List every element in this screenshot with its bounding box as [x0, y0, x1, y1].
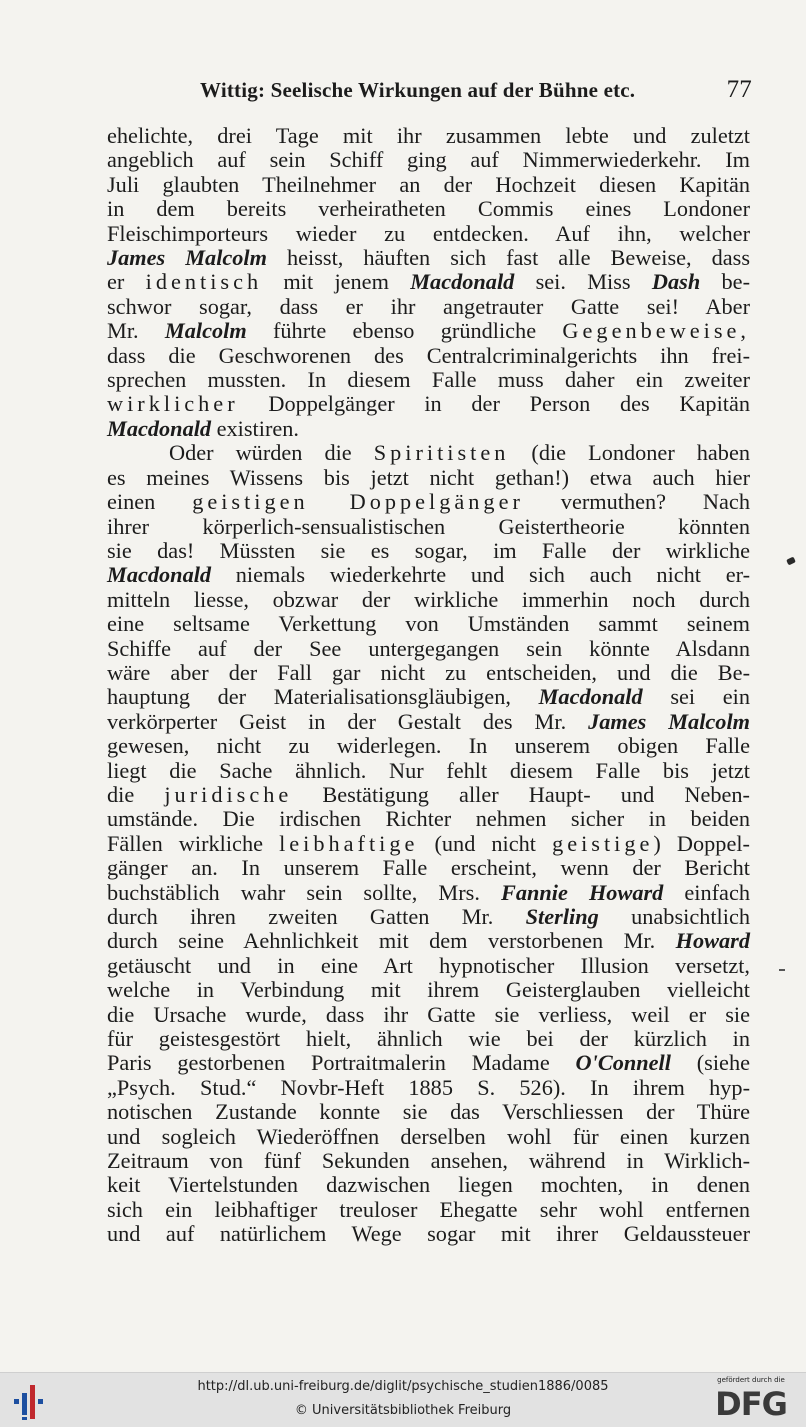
text-run: welche in Verbindung mit ihrem Geisterglauben vielleicht — [107, 977, 750, 1003]
text-line — [107, 832, 750, 856]
text-line — [107, 1222, 750, 1246]
spaced-emphasis: identisch — [145, 269, 263, 295]
text-line — [107, 759, 750, 783]
text-line — [107, 929, 750, 953]
text-run: eine seltsame Verkettung von Umständen sammt seinem — [107, 611, 750, 637]
spaced-emphasis: leibhaftige — [279, 830, 419, 856]
text-line — [107, 1003, 750, 1027]
text-line — [107, 148, 750, 172]
text-run: liegt die Sache ähnlich. Nur fehlt diesem Falle bis jetzt — [107, 757, 750, 783]
text-run: ihrer körperlich-sensualistischen Geistertheorie könnten — [107, 513, 750, 539]
text-line — [107, 246, 750, 270]
page-number: 77 — [726, 76, 752, 103]
text-line — [107, 588, 750, 612]
text-line — [107, 197, 750, 221]
text-line — [107, 905, 750, 929]
text-line — [107, 539, 750, 563]
text-line — [107, 441, 750, 465]
text-line — [107, 563, 750, 587]
text-run: sie das! Müssten sie es sogar, im Falle der wirkliche — [107, 537, 750, 563]
text-run: die Ursache wurde, dass ihr Gatte sie verliess, weil er sie — [107, 1001, 750, 1027]
text-run: Schiffe auf der See untergegangen sein könnte Alsdann — [107, 635, 750, 661]
text-line — [107, 881, 750, 905]
text-line — [107, 734, 750, 758]
text-run: gewesen, nicht zu widerlegen. In unserem obigen Falle — [107, 733, 750, 759]
text-line — [107, 124, 750, 148]
text-line — [107, 222, 750, 246]
text-run: heisst, häuften sich fast alle Beweise, dass — [266, 245, 750, 271]
source-url-link[interactable]: http://dl.ub.uni-freiburg.de/diglit/psychische_studien1886/0085 — [197, 1379, 609, 1394]
text-run: umstände. Die irdischen Richter nehmen sicher in beiden — [107, 806, 750, 832]
margin-mark — [779, 969, 785, 971]
body-text — [107, 124, 750, 1247]
text-line — [107, 295, 750, 319]
text-run: existiren. — [211, 415, 299, 441]
copyright-text: © Universitätsbibliothek Freiburg — [294, 1403, 512, 1418]
text-run: ) Doppel- — [653, 830, 750, 856]
text-run: durch seine Aehnlichkeit mit dem verstorbenen Mr. — [107, 928, 676, 954]
text-run: und sogleich Wiederöffnen derselben wohl für einen kurzen — [107, 1123, 750, 1149]
text-run: schwor sogar, dass er ihr angetrauter Gatte sei! Aber — [107, 293, 750, 319]
text-run: mitteln liesse, obzwar der wirkliche immerhin noch durch — [107, 586, 750, 612]
text-line — [107, 783, 750, 807]
italic-name: Macdonald — [107, 562, 212, 588]
spaced-emphasis: geistigen Doppelgänger — [192, 489, 524, 515]
text-run: Juli glaubten Theilnehmer an der Hochzeit diesen Kapitän — [107, 171, 750, 197]
text-run: (die Londoner haben — [509, 440, 751, 466]
text-run: hauptung der Materialisationsgläubigen, — [107, 684, 539, 710]
margin-mark — [786, 557, 796, 566]
text-line — [107, 1027, 750, 1051]
text-run: be- — [700, 269, 750, 295]
text-line — [107, 368, 750, 392]
italic-name: Macdonald — [107, 415, 212, 441]
text-run: unabsichtlich — [598, 904, 750, 929]
spaced-emphasis: Spiritisten — [373, 440, 510, 466]
text-run: vermuthen? Nach — [523, 489, 750, 515]
dfg-logo: DFG — [715, 1385, 787, 1423]
text-run: keit Viertelstunden dazwischen liegen mochten, in denen — [107, 1172, 750, 1198]
text-run: „Psych. Stud.“ Novbr-Heft 1885 S. 526). In ihrem hyp- — [107, 1074, 750, 1100]
italic-name: Macdonald — [410, 269, 515, 295]
text-run: (siehe — [670, 1050, 750, 1076]
text-run: wäre aber der Fall gar nicht zu entscheiden, und die Be- — [107, 659, 750, 685]
text-run: in dem bereits verheiratheten Commis eines Londoner — [107, 196, 750, 222]
text-run: sei. Miss — [514, 269, 652, 295]
text-run: Fleischimporteurs wieder zu entdecken. Auf ihn, welcher — [107, 220, 750, 246]
italic-name: James Malcolm — [588, 708, 750, 734]
dfg-caption: gefördert durch die — [717, 1376, 785, 1384]
text-line — [107, 392, 750, 416]
text-line — [107, 490, 750, 514]
text-run: einfach — [663, 879, 750, 905]
text-line — [107, 417, 750, 441]
italic-name: Malcolm — [164, 318, 247, 344]
spaced-emphasis: Gegenbeweise, — [562, 318, 750, 344]
text-run: es meines Wissens bis jetzt nicht gethan!) etwa auch hier — [107, 464, 750, 490]
text-run: Zeitraum von fünf Sekunden ansehen, während in Wirklich- — [107, 1148, 750, 1174]
text-line — [107, 1125, 750, 1149]
spaced-emphasis: geistige — [552, 830, 654, 856]
italic-name: O'Connell — [575, 1050, 671, 1076]
text-run: sprechen mussten. In diesem Falle muss daher ein zweiter — [107, 367, 750, 393]
text-run: einen — [107, 489, 193, 515]
text-run: die — [107, 781, 165, 807]
text-line — [107, 270, 750, 294]
text-run: dass die Geschworenen des Centralcriminalgerichts ihn frei- — [107, 342, 750, 368]
text-line — [107, 1100, 750, 1124]
text-run: angeblich auf sein Schiff ging auf Nimmerwiederkehr. Im — [107, 147, 750, 173]
text-run: mit jenem — [262, 269, 411, 295]
text-run: führte ebenso gründliche — [246, 318, 563, 344]
text-run: niemals wiederkehrte und sich auch nicht er- — [211, 562, 750, 588]
text-line — [107, 807, 750, 831]
italic-name: Fannie Howard — [500, 879, 664, 905]
italic-name: Macdonald — [538, 684, 643, 710]
text-run: Paris gestorbenen Portraitmalerin Madame — [107, 1050, 576, 1076]
text-run: ehelichte, drei Tage mit ihr zusammen lebte und zuletzt — [107, 123, 750, 148]
text-run: für geistesgestört hielt, ähnlich wie bei der kürzlich in — [107, 1026, 750, 1052]
text-run: buchstäblich wahr sein sollte, Mrs. — [107, 879, 501, 905]
italic-name: James Malcolm — [107, 245, 267, 271]
text-run: Fällen wirkliche — [107, 830, 280, 856]
text-line — [107, 612, 750, 636]
text-line — [107, 978, 750, 1002]
text-run: Oder würden die — [169, 440, 374, 466]
text-run: sich ein leibhaftiger treuloser Ehegatte sehr wohl entfernen — [107, 1196, 750, 1222]
footer-bar — [0, 1372, 806, 1427]
text-line — [107, 466, 750, 490]
text-line — [107, 1051, 750, 1075]
text-run: getäuscht und in eine Art hypnotischer Illusion versetzt, — [107, 952, 750, 978]
italic-name: Howard — [675, 928, 750, 954]
text-run: sei ein — [642, 684, 750, 710]
text-run: durch ihren zweiten Gatten Mr. — [107, 904, 526, 929]
italic-name: Sterling — [525, 904, 599, 929]
spaced-emphasis: juridische — [164, 781, 293, 807]
text-line — [107, 1149, 750, 1173]
text-run: (und nicht — [418, 830, 553, 856]
text-line — [107, 1076, 750, 1100]
text-line — [107, 661, 750, 685]
running-title: Wittig: Seelische Wirkungen auf der Bühne etc. — [200, 78, 636, 102]
text-line — [107, 856, 750, 880]
text-run: und auf natürlichem Wege sogar mit ihrer Geldaussteuer — [107, 1221, 750, 1247]
text-line — [107, 173, 750, 197]
text-run: Mr. — [107, 318, 165, 344]
text-line — [107, 515, 750, 539]
text-line — [107, 954, 750, 978]
italic-name: Dash — [651, 269, 701, 295]
text-line — [107, 685, 750, 709]
running-head — [200, 72, 760, 106]
text-run: verkörperter Geist in der Gestalt des Mr. — [107, 708, 589, 734]
spaced-emphasis: wirklicher — [107, 391, 239, 417]
text-run: Bestätigung aller Haupt- und Neben- — [292, 781, 750, 807]
text-line — [107, 1198, 750, 1222]
text-line — [107, 319, 750, 343]
text-line — [107, 710, 750, 734]
text-run: notischen Zustande konnte sie das Verschliessen der Thüre — [107, 1099, 750, 1125]
text-run: gänger an. In unserem Falle erscheint, wenn der Bericht — [107, 855, 750, 881]
text-run: Doppelgänger in der Person des Kapitän — [238, 391, 750, 417]
text-line — [107, 344, 750, 368]
text-line — [107, 1173, 750, 1197]
text-run: er — [107, 269, 146, 295]
text-line — [107, 637, 750, 661]
